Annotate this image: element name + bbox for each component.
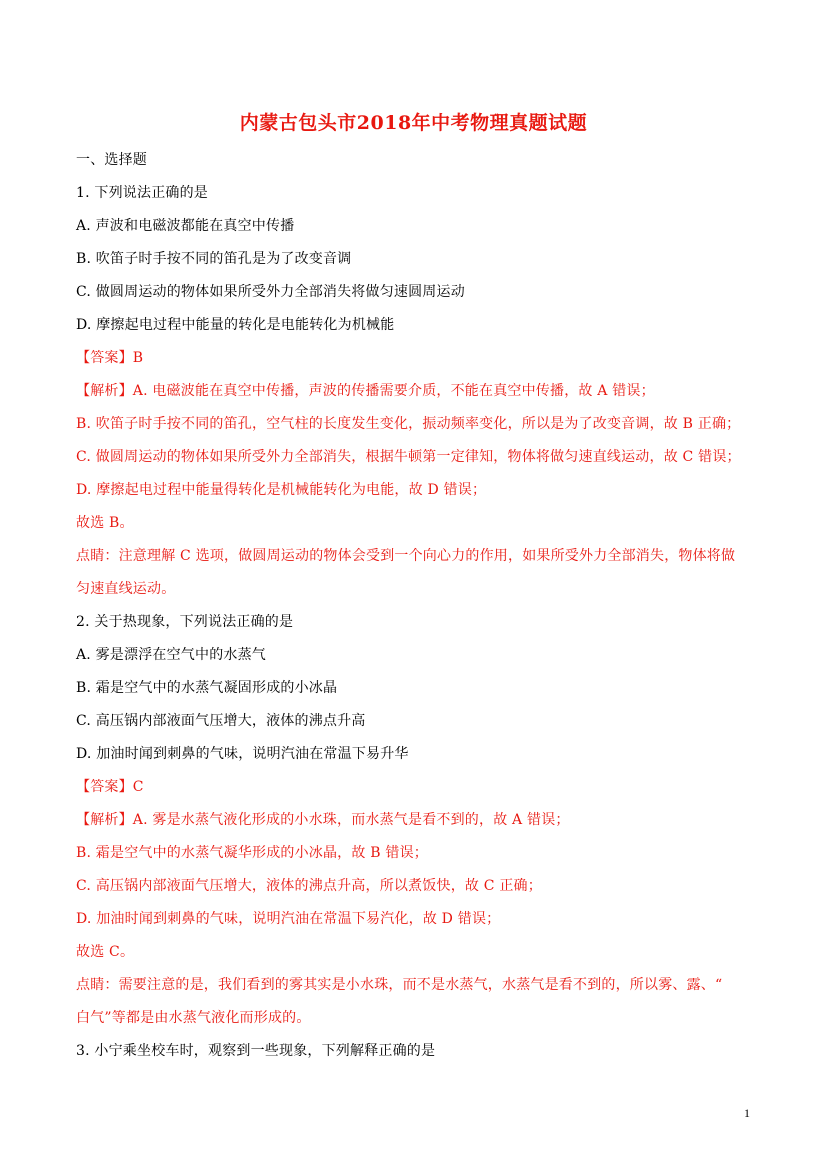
question-1-option-b: B. 吹笛子时手按不同的笛孔是为了改变音调 [76, 251, 352, 267]
page-number: 1 [744, 1106, 750, 1120]
question-2-answer: 【答案】C [76, 779, 144, 795]
question-2-stem: 2. 关于热现象，下列说法正确的是 [76, 614, 294, 630]
question-1-analysis-d: D. 摩擦起电过程中能量得转化是机械能转化为电能，故 D 错误； [76, 482, 487, 498]
question-1-note-line-2: 匀速直线运动。 [76, 581, 176, 597]
question-2-option-c: C. 高压锅内部液面气压增大，液体的沸点升高 [76, 713, 366, 729]
question-1-option-d: D. 摩擦起电过程中能量的转化是电能转化为机械能 [76, 317, 395, 333]
question-2-analysis-d: D. 加油时闻到刺鼻的气味，说明汽油在常温下易汽化，故 D 错误； [76, 911, 501, 927]
question-2-analysis-b: B. 霜是空气中的水蒸气凝华形成的小冰晶，故 B 错误； [76, 845, 428, 861]
question-1-analysis-c: C. 做圆周运动的物体如果所受外力全部消失，根据牛顿第一定律知，物体将做匀速直线运动，故 C 错误； [76, 449, 741, 465]
question-2-option-b: B. 霜是空气中的水蒸气凝固形成的小冰晶 [76, 680, 338, 696]
question-2-option-d: D. 加油时闻到刺鼻的气味，说明汽油在常温下易升华 [76, 746, 409, 762]
question-2-option-a: A. 雾是漂浮在空气中的水蒸气 [76, 647, 267, 663]
question-1-analysis-a: 【解析】A. 电磁波能在真空中传播，声波的传播需要介质，不能在真空中传播，故 A 错误； [76, 383, 655, 399]
question-1-answer: 【答案】B [76, 350, 144, 366]
question-2-note-line-1: 点睛：需要注意的是，我们看到的雾其实是小水珠，而不是水蒸气，水蒸气是看不到的，所以雾、露、“ [76, 977, 723, 993]
page-title: 内蒙古包头市2018年中考物理真题试题 [239, 112, 588, 134]
question-1-analysis-b: B. 吹笛子时手按不同的笛孔，空气柱的长度发生变化，振动频率变化，所以是为了改变音调，故 B 正确； [76, 416, 741, 432]
question-3-stem: 3. 小宁乘坐校车时，观察到一些现象，下列解释正确的是 [76, 1043, 436, 1059]
question-1-conclusion: 故选 B。 [76, 515, 134, 531]
question-1-option-a: A. 声波和电磁波都能在真空中传播 [76, 218, 295, 234]
question-2-conclusion: 故选 C。 [76, 944, 135, 960]
question-2-note-line-2: 白气”等都是由水蒸气液化而形成的。 [76, 1010, 311, 1026]
question-1-stem: 1. 下列说法正确的是 [76, 185, 209, 201]
section-heading: 一、选择题 [76, 152, 147, 168]
question-2-analysis-a: 【解析】A. 雾是水蒸气液化形成的小水珠，而水蒸气是看不到的，故 A 错误； [76, 812, 570, 828]
question-2-analysis-c: C. 高压锅内部液面气压增大，液体的沸点升高，所以煮饭快，故 C 正确； [76, 878, 542, 894]
question-1-note-line-1: 点睛：注意理解 C 选项，做圆周运动的物体会受到一个向心力的作用，如果所受外力全部消失，物体将做 [76, 548, 736, 564]
question-1-option-c: C. 做圆周运动的物体如果所受外力全部消失将做匀速圆周运动 [76, 284, 465, 300]
